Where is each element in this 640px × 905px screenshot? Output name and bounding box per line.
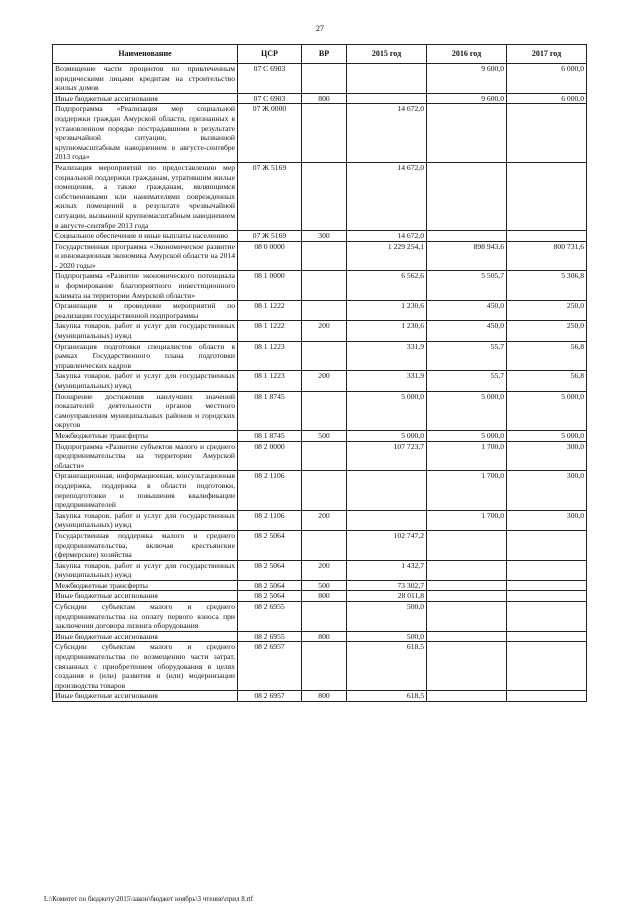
cell-vr — [302, 104, 347, 163]
cell-y2016: 1 700,0 — [427, 510, 507, 530]
cell-csr: 08 1 1223 — [238, 371, 302, 391]
cell-name: Социальное обеспечение и иные выплаты населению — [53, 231, 238, 242]
cell-y2015: 5 000,0 — [347, 391, 427, 430]
cell-csr: 08 2 5064 — [238, 580, 302, 591]
cell-vr: 300 — [302, 231, 347, 242]
cell-y2015: 28 011,8 — [347, 591, 427, 602]
cell-y2017 — [507, 591, 587, 602]
cell-vr: 800 — [302, 591, 347, 602]
cell-csr: 07 Ж 5169 — [238, 162, 302, 230]
table-row — [53, 162, 587, 230]
cell-y2017: 56,8 — [507, 371, 587, 391]
table-row — [53, 104, 587, 163]
cell-y2015: 1 432,7 — [347, 560, 427, 580]
cell-y2015: 1 229 254,1 — [347, 241, 427, 271]
cell-name: Иные бюджетные ассигнования — [53, 631, 238, 642]
cell-csr: 08 2 5064 — [238, 560, 302, 580]
table-row — [53, 241, 587, 271]
budget-table — [52, 44, 587, 702]
cell-vr — [302, 530, 347, 560]
cell-y2017 — [507, 530, 587, 560]
table-row — [53, 301, 587, 321]
cell-y2017: 250,0 — [507, 321, 587, 341]
page-number: 27 — [316, 24, 324, 33]
table-row — [53, 530, 587, 560]
cell-name: Поощрение достижения наилучших значений показателей деятельности органов местного самоуправления муниципальных районов и городских округов — [53, 391, 238, 430]
cell-name: Государственная программа «Экономическое развитие и инновационная экономика Амурской области на 2014 - 2020 годы» — [53, 241, 238, 271]
table-row — [53, 691, 587, 702]
cell-y2015: 618,5 — [347, 642, 427, 691]
cell-y2017: 6 000,0 — [507, 93, 587, 104]
cell-y2016 — [427, 642, 507, 691]
file-path-footer: L:\Комитет по бюджету\2015\закон\бюджет ноябрь\3 чтение\прил 8.rtf — [44, 895, 254, 903]
table-row — [53, 471, 587, 510]
cell-vr — [302, 341, 347, 371]
cell-csr: 07 С 6903 — [238, 64, 302, 94]
cell-vr: 200 — [302, 371, 347, 391]
cell-vr: 500 — [302, 430, 347, 441]
table-row — [53, 560, 587, 580]
cell-vr — [302, 471, 347, 510]
cell-vr: 800 — [302, 691, 347, 702]
cell-name: Возмещение части процентов по привлеченным юридическими лицами кредитам на строительство жилых домов — [53, 64, 238, 94]
cell-y2016: 5 000,0 — [427, 391, 507, 430]
cell-y2016 — [427, 691, 507, 702]
cell-vr — [302, 162, 347, 230]
cell-y2017: 250,0 — [507, 301, 587, 321]
cell-csr: 08 1 1222 — [238, 301, 302, 321]
cell-csr: 08 2 6955 — [238, 602, 302, 632]
cell-name: Государственная поддержка малого и среднего предпринимательства, включая крестьянские (фермерские) хозяйства — [53, 530, 238, 560]
header-2017: 2017 год — [507, 45, 587, 64]
cell-y2016: 9 600,0 — [427, 64, 507, 94]
cell-vr: 200 — [302, 510, 347, 530]
cell-name: Закупка товаров, работ и услуг для государственных (муниципальных) нужд — [53, 510, 238, 530]
cell-y2017 — [507, 691, 587, 702]
cell-vr — [302, 271, 347, 301]
cell-name: Закупка товаров, работ и услуг для государственных (муниципальных) нужд — [53, 371, 238, 391]
cell-csr: 07 Ж 0000 — [238, 104, 302, 163]
cell-csr: 08 2 5064 — [238, 530, 302, 560]
header-csr: ЦСР — [238, 45, 302, 64]
cell-name: Межбюджетные трансферты — [53, 430, 238, 441]
cell-name: Подпрограмма «Развитие экономического потенциала и формирование благоприятного инвестиционного климата на территории Амурской области» — [53, 271, 238, 301]
cell-y2016: 55,7 — [427, 371, 507, 391]
cell-y2015: 331,9 — [347, 371, 427, 391]
cell-y2015 — [347, 64, 427, 94]
cell-y2015: 14 672,0 — [347, 104, 427, 163]
cell-vr — [302, 642, 347, 691]
cell-csr: 07 Ж 5169 — [238, 231, 302, 242]
cell-name: Подпрограмма «Реализация мер социальной поддержки граждан Амурской области, признанных в установленном порядке пострадавшими в результате чрезвычайной ситуации, вызванной крупномасштабным наводнением в августе-сентябре 2013 года» — [53, 104, 238, 163]
cell-y2016: 898 943,6 — [427, 241, 507, 271]
table-row — [53, 391, 587, 430]
cell-vr: 200 — [302, 321, 347, 341]
table-row — [53, 64, 587, 94]
cell-name: Подпрограмма «Развитие субъектов малого и среднего предпринимательства на территории Амурской области» — [53, 441, 238, 471]
table-row — [53, 371, 587, 391]
table-body — [53, 64, 587, 702]
cell-name: Субсидии субъектам малого и среднего предпринимательства на оплату первого взноса при заключении договора лизинга оборудования — [53, 602, 238, 632]
cell-y2016 — [427, 231, 507, 242]
cell-csr: 08 1 1223 — [238, 341, 302, 371]
cell-y2016 — [427, 602, 507, 632]
cell-vr — [302, 441, 347, 471]
cell-name: Иные бюджетные ассигнования — [53, 93, 238, 104]
cell-vr: 800 — [302, 631, 347, 642]
cell-y2015: 500,0 — [347, 631, 427, 642]
cell-y2016 — [427, 560, 507, 580]
cell-csr: 08 1 8745 — [238, 430, 302, 441]
cell-y2017 — [507, 580, 587, 591]
cell-y2016: 1 700,0 — [427, 471, 507, 510]
cell-y2016 — [427, 162, 507, 230]
cell-y2015 — [347, 510, 427, 530]
cell-name: Реализация мероприятий по предоставлению мер социальной поддержки гражданам, утратившим жилые помещения, а также гражданам, являющимся собственниками или нанимателями поврежденных жилых помещений в результате чрезвычайной ситуации, вызванной крупномасштабным наводнением в августе-сентябре 2013 года — [53, 162, 238, 230]
cell-csr: 08 1 1222 — [238, 321, 302, 341]
table-row — [53, 231, 587, 242]
cell-y2016 — [427, 580, 507, 591]
cell-y2017: 5 306,8 — [507, 271, 587, 301]
cell-y2015: 331,9 — [347, 341, 427, 371]
cell-csr: 08 2 0000 — [238, 441, 302, 471]
cell-y2017 — [507, 560, 587, 580]
cell-vr — [302, 64, 347, 94]
cell-y2017: 800 731,6 — [507, 241, 587, 271]
table-header-row — [53, 45, 587, 64]
cell-y2017: 5 000,0 — [507, 391, 587, 430]
table-row — [53, 341, 587, 371]
cell-y2017 — [507, 602, 587, 632]
cell-vr — [302, 241, 347, 271]
cell-csr: 08 2 6957 — [238, 642, 302, 691]
cell-csr: 08 0 0000 — [238, 241, 302, 271]
cell-y2016: 450,0 — [427, 301, 507, 321]
cell-y2016: 55,7 — [427, 341, 507, 371]
table-row — [53, 321, 587, 341]
table-row — [53, 441, 587, 471]
cell-y2015: 6 562,6 — [347, 271, 427, 301]
table-row — [53, 510, 587, 530]
cell-y2015 — [347, 471, 427, 510]
cell-y2016: 1 700,0 — [427, 441, 507, 471]
cell-y2015 — [347, 93, 427, 104]
cell-y2015: 5 000,0 — [347, 430, 427, 441]
cell-y2017: 56,8 — [507, 341, 587, 371]
cell-csr: 08 2 1106 — [238, 471, 302, 510]
cell-y2016 — [427, 631, 507, 642]
cell-y2015: 1 230,6 — [347, 301, 427, 321]
cell-csr: 08 2 1106 — [238, 510, 302, 530]
cell-y2017 — [507, 642, 587, 691]
cell-y2016 — [427, 530, 507, 560]
cell-vr — [302, 602, 347, 632]
table-row — [53, 580, 587, 591]
header-2015: 2015 год — [347, 45, 427, 64]
cell-y2017: 300,0 — [507, 471, 587, 510]
cell-y2015: 618,5 — [347, 691, 427, 702]
cell-name: Закупка товаров, работ и услуг для государственных (муниципальных) нужд — [53, 321, 238, 341]
cell-y2015: 14 672,0 — [347, 231, 427, 242]
table-row — [53, 642, 587, 691]
header-name: Наименование — [53, 45, 238, 64]
cell-y2017: 5 000,0 — [507, 430, 587, 441]
cell-y2015: 500,0 — [347, 602, 427, 632]
cell-y2015: 73 302,7 — [347, 580, 427, 591]
cell-y2017 — [507, 231, 587, 242]
cell-y2017 — [507, 631, 587, 642]
cell-y2016: 9 600,0 — [427, 93, 507, 104]
cell-y2017: 300,0 — [507, 441, 587, 471]
cell-vr: 800 — [302, 93, 347, 104]
cell-y2015: 102 747,2 — [347, 530, 427, 560]
cell-y2017: 6 000,0 — [507, 64, 587, 94]
cell-name: Организация и проведение мероприятий по реализации государственной подпрограммы — [53, 301, 238, 321]
cell-y2016: 450,0 — [427, 321, 507, 341]
cell-y2017 — [507, 104, 587, 163]
cell-name: Субсидии субъектам малого и среднего предпринимательства по возмещению части затрат, связанных с приобретением оборудования в целях создания и (или) развития и (или) модернизации производства товаров — [53, 642, 238, 691]
cell-y2015: 1 230,6 — [347, 321, 427, 341]
cell-y2016 — [427, 591, 507, 602]
cell-name: Организация подготовки специалистов области в рамках Государственного плана подготовки управленческих кадров — [53, 341, 238, 371]
table-row — [53, 271, 587, 301]
cell-y2016 — [427, 104, 507, 163]
cell-y2016: 5 000,0 — [427, 430, 507, 441]
cell-y2015: 14 672,0 — [347, 162, 427, 230]
cell-name: Межбюджетные трансферты — [53, 580, 238, 591]
table-row — [53, 591, 587, 602]
cell-csr: 08 1 0000 — [238, 271, 302, 301]
cell-name: Иные бюджетные ассигнования — [53, 691, 238, 702]
table-row — [53, 602, 587, 632]
cell-y2017: 300,0 — [507, 510, 587, 530]
cell-csr: 08 2 5064 — [238, 591, 302, 602]
cell-name: Организационная, информационная, консультационная поддержка, поддержка в области подготовки, переподготовки и повышения квалификации предпринимателей — [53, 471, 238, 510]
cell-y2015: 107 723,7 — [347, 441, 427, 471]
cell-csr: 08 1 8745 — [238, 391, 302, 430]
cell-vr — [302, 301, 347, 321]
cell-csr: 08 2 6957 — [238, 691, 302, 702]
header-vr: ВР — [302, 45, 347, 64]
cell-y2017 — [507, 162, 587, 230]
cell-vr: 200 — [302, 560, 347, 580]
cell-csr: 08 2 6955 — [238, 631, 302, 642]
cell-vr — [302, 391, 347, 430]
cell-name: Иные бюджетные ассигнования — [53, 591, 238, 602]
table-row — [53, 430, 587, 441]
cell-csr: 07 С 6903 — [238, 93, 302, 104]
cell-y2016: 5 505,7 — [427, 271, 507, 301]
table-row — [53, 93, 587, 104]
table-row — [53, 631, 587, 642]
cell-name: Закупка товаров, работ и услуг для государственных (муниципальных) нужд — [53, 560, 238, 580]
header-2016: 2016 год — [427, 45, 507, 64]
cell-vr: 500 — [302, 580, 347, 591]
